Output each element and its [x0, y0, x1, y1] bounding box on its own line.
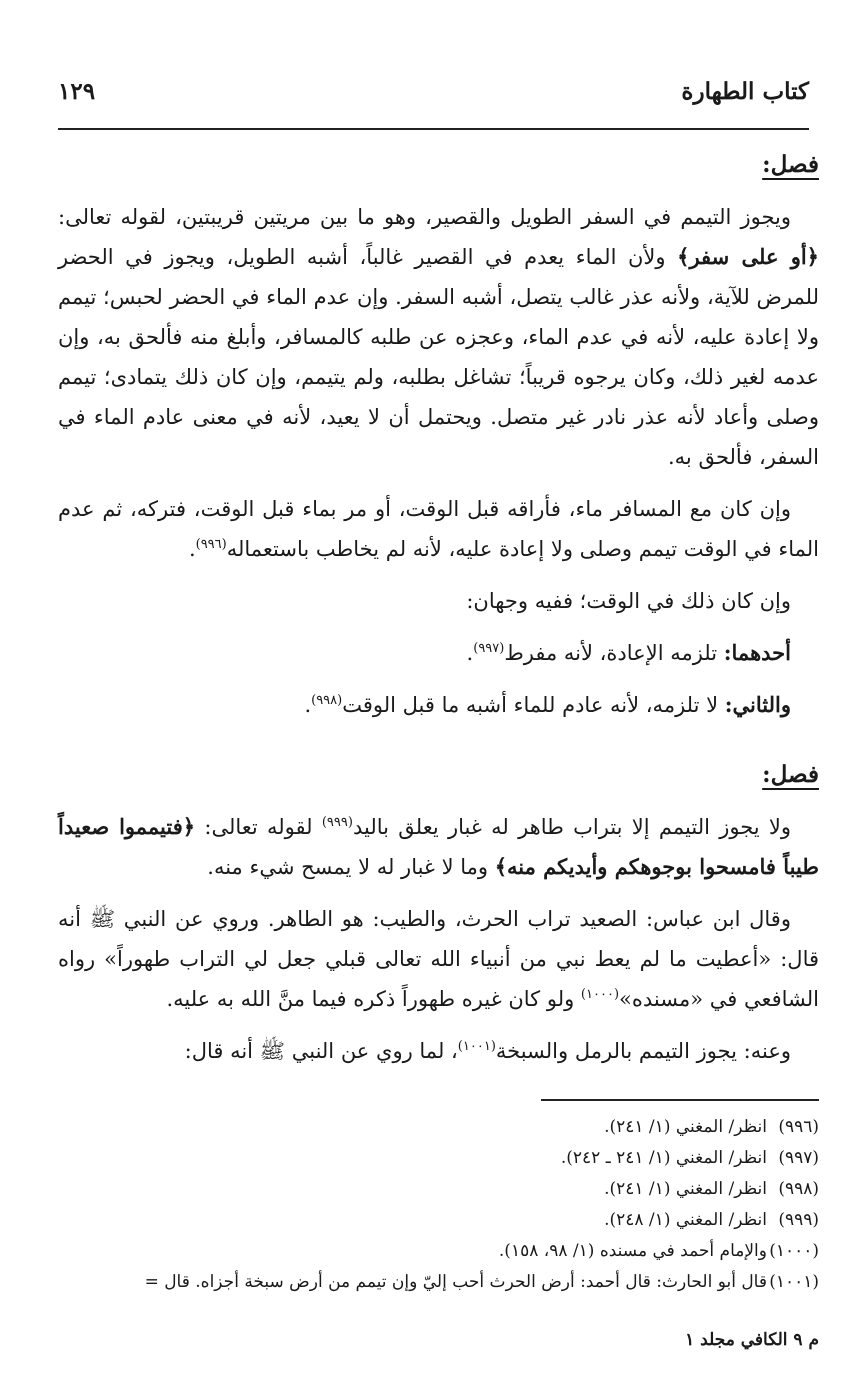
footnote-ref: (١٠٠٠): [580, 987, 620, 1002]
footnote-ref: (٩٩٩): [321, 815, 353, 830]
paragraph-text: .: [304, 693, 312, 717]
paragraph: [58, 489, 819, 569]
footnote-number: (٩٩٦): [778, 1117, 819, 1137]
footnote-ref: (٩٩٧): [473, 641, 505, 656]
header-rule: [58, 128, 809, 130]
paragraph: [58, 685, 819, 725]
paragraph: [58, 899, 819, 1019]
page-number: ١٢٩: [58, 78, 96, 105]
footnote: [58, 1205, 819, 1236]
footnote-ref: (١٠٠١): [457, 1039, 496, 1054]
paragraph-text: .: [466, 641, 474, 665]
footnote: [58, 1236, 819, 1267]
footnote-ref: (٩٩٦): [195, 537, 227, 552]
paragraph: [58, 633, 819, 673]
footnote-text: انظر/ المغني (١/ ٢٤٨).: [604, 1210, 767, 1230]
paragraph-text: ولأن الماء يعدم في القصير غالباً، أشبه الطويل، ويجوز في الحضر للمرض للآية، ولأنه عذر غالب يتصل، أشبه السفر. وإن عدم الماء في الحضر لحبس؛ تيمم ولا إعادة عليه، لأنه في عدم الماء، وعجزه عن طلبه كالمسافر، وأبلغ منه فألحق به، وإن عدمه لغير ذلك، وكان يرجوه قريباً؛ تشاغل بطلبه، ولم يتيمم، وإن كان ذلك يتمادى؛ تيمم وصلى وأعاد لأنه عذر نادر غير متصل. ويحتمل أن لا يعيد، لأنه في معنى عادم الماء في السفر، فألحق به.: [58, 245, 819, 469]
footnote-number: (٩٩٩): [778, 1210, 819, 1230]
spacer: [58, 737, 819, 755]
paragraph-text: ولا يجوز التيمم إلا بتراب طاهر له غبار يعلق باليد: [352, 815, 792, 839]
paragraph: وإن كان ذلك في الوقت؛ ففيه وجهان:: [466, 589, 791, 613]
quran-quote: ﴿فتيمموا صعيداً طيباً فامسحوا بوجوهكم وأيديكم منه﴾: [58, 814, 819, 879]
paragraph: [58, 1031, 819, 1071]
section-title: فصل:: [762, 151, 819, 178]
footnote: [58, 1112, 819, 1143]
footnote-text: انظر/ المغني (١/ ٢٤١).: [604, 1179, 767, 1199]
quran-quote: ﴿أو على سفر﴾: [677, 244, 819, 269]
footnote: [58, 1143, 819, 1174]
footnote-number: (٩٩٧): [778, 1148, 819, 1168]
paragraph-text: ، لما روي عن النبي ﷺ أنه قال:: [184, 1039, 458, 1063]
footnote-text: انظر/ المغني (١/ ٢٤١).: [604, 1117, 767, 1137]
paragraph-text: وإن كان مع المسافر ماء، فأراقه قبل الوقت، أو مر بماء قبل الوقت، فتركه، ثم عدم الماء في الوقت تيمم وصلى ولا إعادة عليه، لأنه لم يخاطب باستعماله: [58, 497, 819, 561]
paragraph-text: لقوله تعالى:: [195, 815, 322, 839]
paragraph-text: ولو كان غيره طهوراً ذكره فيما منَّ الله به عليه.: [166, 987, 581, 1011]
footnote: [58, 1174, 819, 1205]
paragraph-text: وما لا غبار له لا يمسح شيء منه.: [207, 855, 495, 879]
page-body: [58, 145, 819, 1083]
paragraph-text: لا تلزمه، لأنه عادم للماء أشبه ما قبل الوقت: [342, 693, 725, 717]
term: أحدهما:: [723, 640, 791, 665]
paragraph-text: وقال ابن عباس: الصعيد تراب الحرث، والطيب: هو الطاهر. وروي عن النبي ﷺ أنه قال: «أعطيت ما لم يعط نبي من أنبياء الله تعالى قبلي جعل لي التراب طهوراً» رواه الشافعي في «مسنده»: [58, 907, 819, 1011]
footnote-number: (٩٩٨): [778, 1179, 819, 1199]
paragraph-text: .: [188, 537, 196, 561]
page-header: [58, 78, 809, 114]
footnote-text: انظر/ المغني (١/ ٢٤١ ـ ٢٤٢).: [560, 1148, 767, 1168]
signature-mark: م ٩ الكافي مجلد ١: [685, 1330, 819, 1350]
paragraph-text: ويجوز التيمم في السفر الطويل والقصير، وهو ما بين مريتين قريبتين، لقوله تعالى:: [58, 205, 791, 229]
paragraph: [58, 197, 819, 477]
term: والثاني:: [724, 692, 791, 717]
footnotes: [58, 1112, 819, 1298]
paragraph-text: وعنه: يجوز التيمم بالرمل والسبخة: [495, 1039, 791, 1063]
footnote-text: قال أبو الحارث: قال أحمد: أرض الحرث أحب إليّ وإن تيمم من أرض سبخة أجزاه. قال =: [144, 1272, 767, 1292]
footnote-number: (١٠٠٠): [769, 1241, 819, 1261]
footnote-ref: (٩٩٨): [311, 693, 343, 708]
paragraph: [58, 807, 819, 887]
footnote-rule: [541, 1099, 819, 1101]
running-title: كتاب الطهارة: [681, 78, 809, 105]
section-title: فصل:: [762, 761, 819, 788]
paragraph-text: تلزمه الإعادة، لأنه مفرط: [504, 641, 724, 665]
footnote-text: والإمام أحمد في مسنده (١/ ٩٨، ١٥٨).: [498, 1241, 767, 1261]
footnote-number: (١٠٠١): [769, 1272, 819, 1292]
footnote: [58, 1267, 819, 1298]
